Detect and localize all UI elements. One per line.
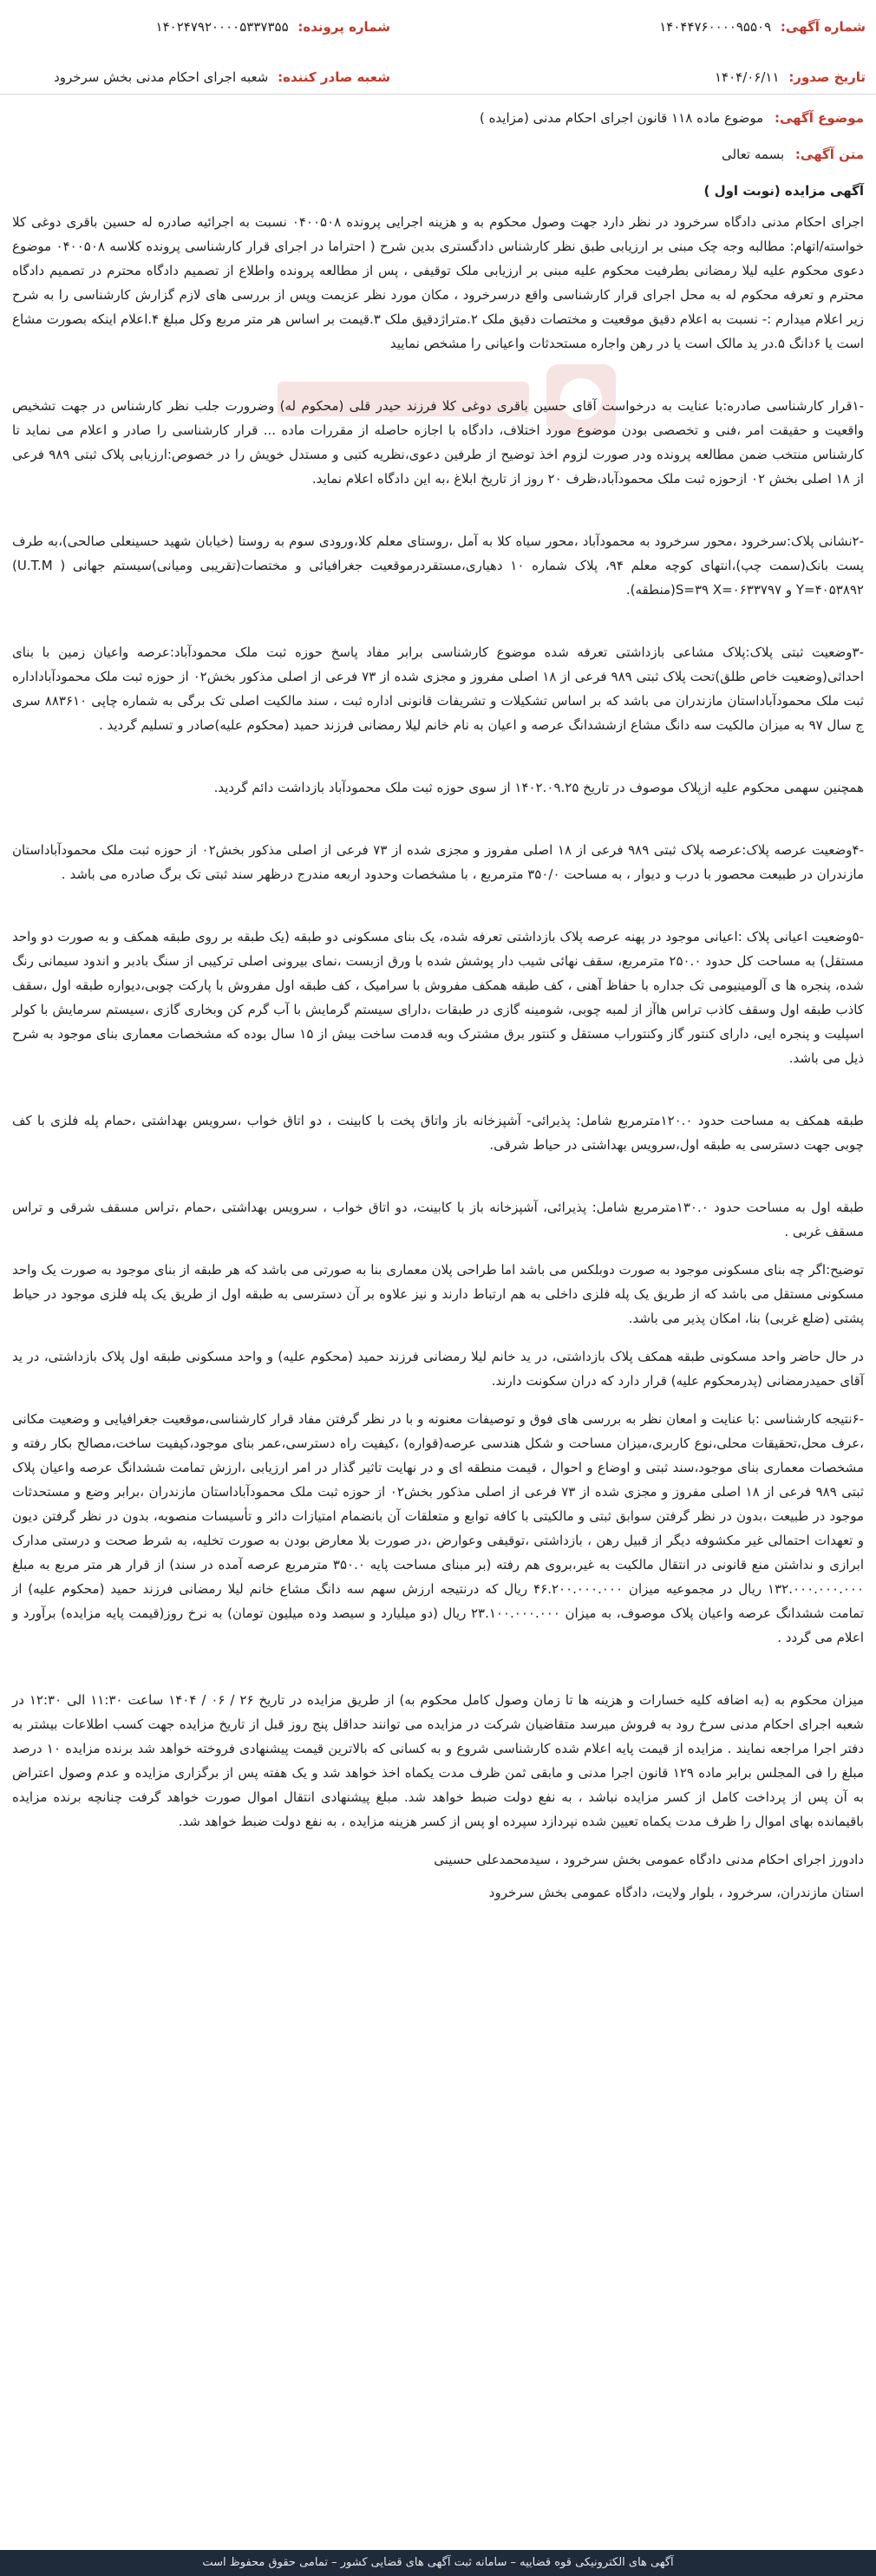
ad-header <box>0 0 876 95</box>
paragraph-address: -۲نشانی پلاک:سرخرود ،محور سرخرود به محمودآباد ،محور سیاه کلا به آمل ،روستای معلم کلا،ورودی سوم به روستا (خیابان شهید حسینعلی صالحی)،به طرف پست بانک(سمت چپ)،انتهای کوچه معلم ۹۴، پلاک شماره ۱۰ دهیاری،مستقردرموقعیت جغرافیائی و مختصات(تقریبی ومیانی)سیستم جهانی ( U.T.M) Y=۴۰۵۳۸۹۲ و S=۳۹ X=۰۶۳۳۷۹۷(منطقه). <box>12 533 864 598</box>
ad-title: آگهی مزایده (نوبت اول ) <box>703 183 864 199</box>
issuer-label: شعبه صادر کننده: <box>278 69 390 85</box>
subject-value: موضوع ماده ۱۱۸ قانون اجرای احکام مدنی (مزایده ) <box>479 110 764 126</box>
case-number: ۱۴۰۲۴۷۹۲۰۰۰۰۵۳۳۷۳۵۵ <box>155 19 289 35</box>
ad-content <box>12 106 864 1913</box>
ad-number-row <box>659 19 866 35</box>
paragraph-occupancy: در حال حاضر واحد مسکونی طبقه همکف پلاک بازداشتی، در ید خانم لیلا رمضانی فرزند حمید (محکوم علیه) و واحد مسکونی طبقه اول پلاک بازداشتی، در ید آقای حمیدرمضانی (پدرمحکوم علیه) قرار دارد که دران سکونت دارند. <box>12 1349 864 1389</box>
ad-number: ۱۴۰۴۴۷۶۰۰۰۰۹۵۵۰۹ <box>659 19 772 35</box>
ad-number-label: شماره آگهی: <box>780 19 866 35</box>
paragraph-explanation: توضیح:اگر چه بنای مسکونی موجود به صورت دوبلکس می باشد اما طراحی پلان معماری بنا به صورتی می باشد که هر طبقه از بنای موجود به صورت یک واحد مسکونی مستقل می باشد که از طریق یک پله فلزی داخلی به هم ارتباط دارند و نیز علاوه بر آن دسترسی به طبقه اول از طریق یک پله فلزی موجود در حیاط پشتی (ضلع غربی) بنا، امکان پذیر می باشد. <box>12 1262 864 1326</box>
issuer-row <box>54 69 390 85</box>
paragraph-land: -۴وضعیت عرصه پلاک:عرصه پلاک ثبتی ۹۸۹ فرعی از ۱۸ اصلی مفروز و مجزی شده از ۷۳ فرعی از اصلی مذکور بخش۰۲ از حوزه ثبت ملک محمودآباداستان مازندران در طبیعت محصور با درب و دیوار ، به مساحت ۳۵۰/۰ مترمربع ، با مشخصات وحدود اربعه مندرج درظهر سند ثبتی تک برگ صادره می باشد . <box>12 842 864 882</box>
bismillah: بسمه تعالی <box>722 147 785 162</box>
subject-row <box>12 106 864 130</box>
issue-date-label: تاریخ صدور: <box>788 69 866 85</box>
paragraph-building: -۵وضعیت اعیانی پلاک :اعیانی موجود در پهنه عرصه پلاک بازداشتی تعرفه شده، یک بنای مسکونی دو طبقه (یک طبقه بر روی طبقه همکف و به صورت دو واحد مستقل) به مساحت کل حدود ۲۵۰.۰ مترمربع، سقف نهائی شیب دار پوشش شده با ورق ازبست ،نمای بیرونی اصلی ترکیبی از سنگ بادبر و اندود سیمانی رنگ شده، پنجره ها ی آلومینیومی تک جداره با حفاظ آهنی ، کف طبقه همکف مفروش با سرامیک ، کف طبقه اول مفروش با پارکت چوبی،دیواره طبقه اول ،سقف کاذب طبقه اول وسقف کاذب تراس هاآز از لمبه چوبی، شومینه گازی در طبقات ،دارای سیستم گرمایش با آب گرم کن وبخاری گازی ،سیستم سرمایش با کولر اسپلیت و پنجره ایی، دارای کنتور گاز وکنتوراب مستقل و کنتور برق مشترک وبه قدمت ساخت بیش از ۱۵ سال بوده که مشخصات معماری بنای موجود به شرح ذیل می باشد. <box>12 929 864 1066</box>
issue-date-row <box>715 69 866 85</box>
subject-label: موضوع آگهی: <box>774 110 864 126</box>
paragraph-ground-floor: طبقه همکف به مساحت حدود ۱۲۰.۰مترمربع شامل: پذیرائی- آشپزخانه باز واتاق پخت با کابینت ، دو اتاق خواب ،سرویس بهداشتی ،حمام پله فلزی با کف چوبی جهت دسترسی به طبقه اول،سرویس بهداشتی در حیاط شرقی. <box>12 1113 864 1153</box>
signature-address: استان مازندران، سرخرود ، بلوار ولایت، دادگاه عمومی بخش سرخرود <box>488 1885 864 1900</box>
issuer: شعبه اجرای احکام مدنی بخش سرخرود <box>54 69 269 85</box>
paragraph-intro: اجرای احکام مدنی دادگاه سرخرود در نظر دارد جهت وصول محکوم به و هزینه اجرایی پرونده ۰۴۰۰۵۰۸ نسبت به اجرائیه صادره له حسین باقری دوغی کلا خواسته/اتهام: مطالبه وجه چک مبنی بر ارزیابی طبق نظر کارشناس دادگستری بدین شرح ( احتراما در اجرای قرار کارشناسی پرونده کلاسه ۰۴۰۰۵۰۸ موضوع دعوی محکوم علیه لیلا رمضانی بطرفیت محکوم علیه مبنی بر ارزیابی ملک توقیفی ، پس از مطالعه پرونده واطلاع از تصمیم دادگاه محترم در تصمیم دادگاه محترم و تعرفه محکوم له به محل اجرای قرار کارشناسی واقع درسرخرود ، مکان مورد نظر عزیمت وپس از بررسی های لازم گزارش کارشناسی را به شرح زیر اعلام میدارم :- نسبت به اعلام دقیق موقعیت و مختصات دقیق ملک ۲.متراژدقیق ملک ۳.قیمت بر اساس هر متر مربع وکل مبلغ ۴.اعلام اینکه بصورت مشاع است یا ۶دانگ ۵.در ید مالک است یا در رهن واجاره مستحدثات واعیانی را مشخص نمایید <box>12 214 864 351</box>
issue-date: ۱۴۰۴/۰۶/۱۱ <box>714 69 780 85</box>
case-number-row <box>156 19 390 35</box>
case-number-label: شماره پرونده: <box>297 19 390 35</box>
body-row <box>12 142 864 167</box>
signature-officer: دادورز اجرای احکام مدنی دادگاه عمومی بخش سرخرود ، سیدمحمدعلی حسینی <box>434 1852 864 1867</box>
paragraph-expert-order: -۱قرار کارشناسی صادره:با عنایت به درخواست آقای حسین باقری دوغی کلا فرزند حیدر قلی (محکوم له) وضرورت جلب نظر کارشناس در جهت تشخیص واقعیت و حقیقت امر ،فنی و تخصصی بودن موضوع مورد اختلاف، دادگاه با اجازه حاصله از مقررات ماده ... قرار کارشناسی را صادر و اعلام می نماید تا کارشناس منتخب ضمن مطالعه پرونده ودر صورت لزوم اخذ توضیح از طرفین دعوی،نظریه کتبی و مستدل خویش را در خصوص:ارزیابی پلاک ثبتی ۹۸۹ فرعی از ۱۸ اصلی بخش ۰۲ ازحوزه ثبت ملک محمودآباد،ظرف ۲۰ روز از تاریخ ابلاغ ،به این دادگاه اعلام نماید. <box>12 398 865 487</box>
paragraph-first-floor: طبقه اول به مساحت حدود ۱۳۰.۰مترمربع شامل: پذیرائی، آشپزخانه باز با کابینت، دو اتاق خواب ، سرویس بهداشتی ،حمام ،تراس مسقف شرقی و تراس مسقف غربی . <box>12 1200 864 1239</box>
paragraph-registration: -۳وضعیت ثبتی پلاک:پلاک مشاعی بازداشتی تعرفه شده موضوع کارشناسی برابر مفاد پاسخ حوزه ثبت ملک محمودآباد:عرصه واعیان زمین با بنای احداثی(وضعیت خاص طلق)تحت پلاک ثبتی ۹۸۹ فرعی از ۱۸ اصلی مفروز و مجزی شده از ۷۳ فرعی از اصلی مذکور بخش۰۲ از حوزه ثبت ملک محمودآباداداره ثبت ملک محمودآباداستان مازندران می باشد که بر اساس تشکیلات و تشریفات قانونی اداره ثبت ، سند مالکیت اصلی تک برگی به شماره چاپی ۸۸۳۶۱۰ سری ج سال ۹۷ به میزان مالکیت سه دانگ مشاع ازششدانگ عرصه و اعیان به نام خانم لیلا رمضانی فرزند حمید (محکوم علیه)صادر و تسلیم گردید . <box>12 644 864 733</box>
paragraph-auction-terms: میزان محکوم به (به اضافه کلیه خسارات و هزینه ها تا زمان وصول کامل محکوم به) از طریق مزایده در تاریخ ۲۶ / ۰۶ / ۱۴۰۴ ساعت ۱۱:۳۰ الی ۱۲:۳۰ در شعبه اجرای احکام مدنی سرخ رود به فروش میرسد متقاضیان شرکت در مزایده می توانند حداقل پنج روز قبل از تاریخ مزایده جهت کسب اطلاعات بیشتر به دفتر اجرا مراجعه نمایند . مزایده از قیمت پایه اعلام شده کارشناسی شروع و به کسانی که بالاترین قیمت پیشنهادی فروخته خواهد شد برنده مزایده ۱۰ درصد مبلغ را فی المجلس برابر ماده ۱۲۹ قانون اجرا مدنی و مابقی ثمن ظرف مدت یکماه اخذ خواهد شد و یک هفته پس از برگزاری مزایده و عدم وصول اعتراض به آن پس از پرداخت کامل از کسر مزایده نباشد ، به نفع دولت ضبط خواهد شد. مبلغ پیشنهادی انتقال اموال صورت خواهد گرفت چنانچه برنده مزایده باقیمانده بهای اموال را ظرف مدت یکماه تعیین شده نپردازد سپرده او پس از کسر هزینه مزایده ، به نفع دولت ضبط خواهد شد. <box>12 1692 865 1829</box>
paragraph-valuation: -۶نتیجه کارشناسی :با عنایت و امعان نظر به بررسی های فوق و توصیفات معنونه و با در نظر گرفتن مفاد قرار کارشناسی،موقعیت جغرافیایی و وضعیت مکانی ،عرف محل،تحقیقات محلی،نوع کاربری،میزان مساحت و شکل هندسی عرصه(قواره) ،کیفیت راه دسترسی،عمر بنای موجود،کیفیت ساخت،مصالح بکار رفته و مشخصات معماری بنای موجود،سند ثبتی و اوضاع و احوال ، قیمت منطقه ای و در نهایت تاثیر گذار در امر ارزیابی ،ارزش تمامت ششدانگ عرصه واعیان پلاک ثبتی ۹۸۹ فرعی از ۱۸ اصلی مفروز و مجزی شده از ۷۳ فرعی از اصلی مذکور بخش۰۲ از حوزه ثبت ملک محمودآباداستان مازندران ،برابر وضع و مستحدثات موجود در طبیعت ،بدون در نظر گرفتن سوابق ثبتی و مالکیتی با کافه توابع و متعلقات آن بانضمام امتیازات دائر و تأسیسات منصوبه، بدون در نظر گرفتن دیون و تعهدات احتمالی غیر مکشوفه دیگر از قبیل رهن ، بازداشتی ،توقیفی وعوارض ،در صورت بلا معارض بودن به صورت تخلیه، به شرط صحت و درستی مدارک ابرازی و نداشتن منع قانونی در انتقال مالکیت به غیر،بروی هم رفته (بر مبنای مساحت پایه ۳۵۰.۰ مترمربع عرصه آمده در سند) از قرار هر متر مربع به مبلغ ۱۳۲.۰۰۰.۰۰۰.۰۰۰ ریال در مجموعیه میزان ۴۶.۲۰۰.۰۰۰.۰۰۰ ریال که درنتیجه ارزش سهم سه دانگ مشاع خانم لیلا رمضانی فرزند حمید (محکوم علیه) از تمامت ششدانگ عرصه واعیان پلاک موصوف، به میزان ۲۳.۱۰۰.۰۰۰.۰۰۰ ریال (دو میلیارد و سیصد وده میلیون تومان) به نرخ روز(قیمت پایه مزایده) برآورد و اعلام می گردد . <box>12 1411 865 1645</box>
paragraph-seizure: همچنین سهمی محکوم علیه ازپلاک موصوف در تاریخ ۱۴۰۲.۰۹.۲۵ از سوی حوزه ثبت ملک محمودآباد بازداشت دائم گردید. <box>213 780 864 795</box>
page-footer: آگهی های الکترونیکی قوه قضاییه – سامانه ثبت آگهی های قضایی کشور – تمامی حقوق محفوظ است <box>0 2550 876 2576</box>
body-label: متن آگهی: <box>794 147 864 162</box>
